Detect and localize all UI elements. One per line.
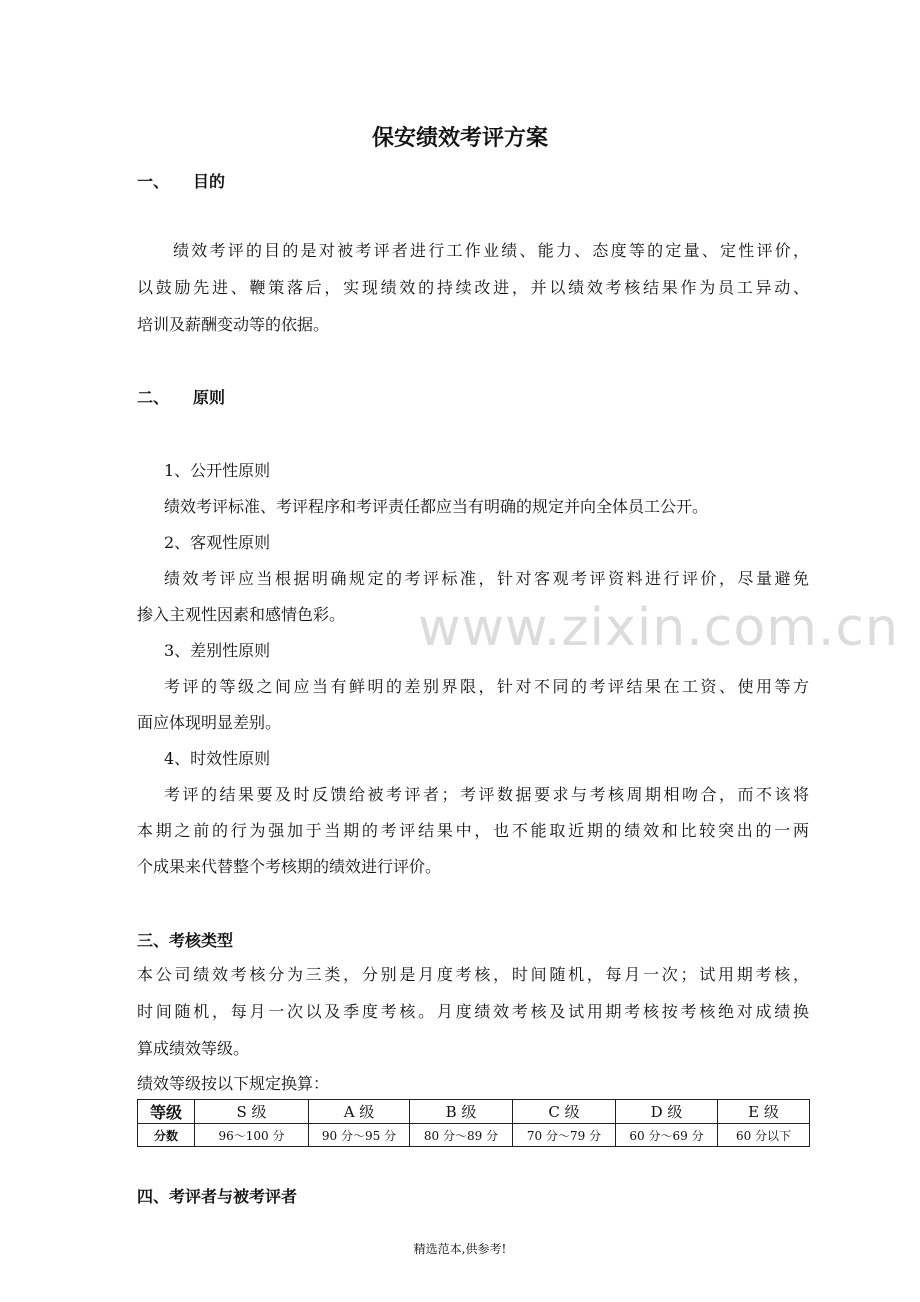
principle-4-line: 个成果来代替整个考核期的绩效进行评价。 (137, 857, 442, 876)
grade-cell: A 级 (309, 1100, 410, 1124)
section-1-line: 以鼓励先进、鞭策落后，实现绩效的持续改进，并以绩效考核结果作为员工异动、 (137, 278, 809, 297)
principle-3-line: 面应体现明显差别。 (137, 713, 282, 732)
grade-cell: S 级 (195, 1100, 309, 1124)
score-row (138, 1124, 810, 1147)
section-1-line: 培训及薪酬变动等的依据。 (137, 315, 330, 334)
principle-1-line: 绩效考评标准、考评程序和考评责任都应当有明确的规定并向全体员工公开。 (164, 497, 709, 516)
principle-4-line: 考评的结果要及时反馈给被考评者；考评数据要求与考核周期相吻合，而不该将 (164, 785, 809, 804)
score-cell: 90 分～95 分 (309, 1124, 410, 1147)
score-row-header: 分数 (138, 1124, 195, 1147)
grade-cell: B 级 (410, 1100, 513, 1124)
section-3-line: 时间随机，每月一次以及季度考核。月度绩效考核及试用期考核按考核绝对成绩换 (137, 1002, 809, 1021)
section-3-heading: 三、考核类型 (137, 931, 234, 950)
section-3-line: 算成绩效等级。 (137, 1039, 250, 1058)
document-title: 保安绩效考评方案 (371, 126, 548, 151)
section-2-label: 原则 (193, 388, 226, 407)
section-2-heading (137, 385, 225, 408)
section-1-number: 一、 (137, 172, 170, 191)
grade-row (138, 1100, 810, 1124)
section-2-number: 二、 (137, 388, 170, 407)
principle-2-title: 2、客观性原则 (164, 533, 271, 552)
grade-table (137, 1099, 810, 1147)
grade-cell: C 级 (513, 1100, 616, 1124)
principle-4-title: 4、时效性原则 (164, 749, 271, 768)
principle-2-line: 掺入主观性因素和感情色彩。 (137, 605, 346, 624)
score-cell: 80 分～89 分 (410, 1124, 513, 1147)
score-cell: 96～100 分 (195, 1124, 309, 1147)
score-cell: 60 分～69 分 (616, 1124, 718, 1147)
principle-2-line: 绩效考评应当根据明确规定的考评标准，针对客观考评资料进行评价，尽量避免 (164, 569, 809, 588)
principle-4-line: 本期之前的行为强加于当期的考评结果中，也不能取近期的绩效和比较突出的一两 (137, 821, 809, 840)
page-footer: 精选范本,供参考! (413, 1242, 507, 1256)
principle-3-title: 3、差别性原则 (164, 641, 271, 660)
grade-table-intro: 绩效等级按以下规定换算： (137, 1074, 330, 1093)
principle-3-line: 考评的等级之间应当有鲜明的差别界限，针对不同的考评结果在工资、使用等方 (164, 677, 809, 696)
score-cell: 60 分以下 (718, 1124, 810, 1147)
grade-row-header: 等级 (138, 1100, 195, 1124)
section-1-label: 目的 (193, 172, 226, 191)
section-1-heading (137, 169, 225, 192)
watermark: www.zixin.com.cn (418, 598, 899, 658)
principle-1-title: 1、公开性原则 (164, 461, 271, 480)
score-cell: 70 分～79 分 (513, 1124, 616, 1147)
section-3-line: 本公司绩效考核分为三类，分别是月度考核，时间随机，每月一次；试用期考核， (137, 965, 809, 984)
grade-cell: D 级 (616, 1100, 718, 1124)
grade-cell: E 级 (718, 1100, 810, 1124)
section-1-line: 绩效考评的目的是对被考评者进行工作业绩、能力、态度等的定量、定性评价， (173, 241, 809, 260)
section-4-heading: 四、考评者与被考评者 (137, 1187, 298, 1206)
